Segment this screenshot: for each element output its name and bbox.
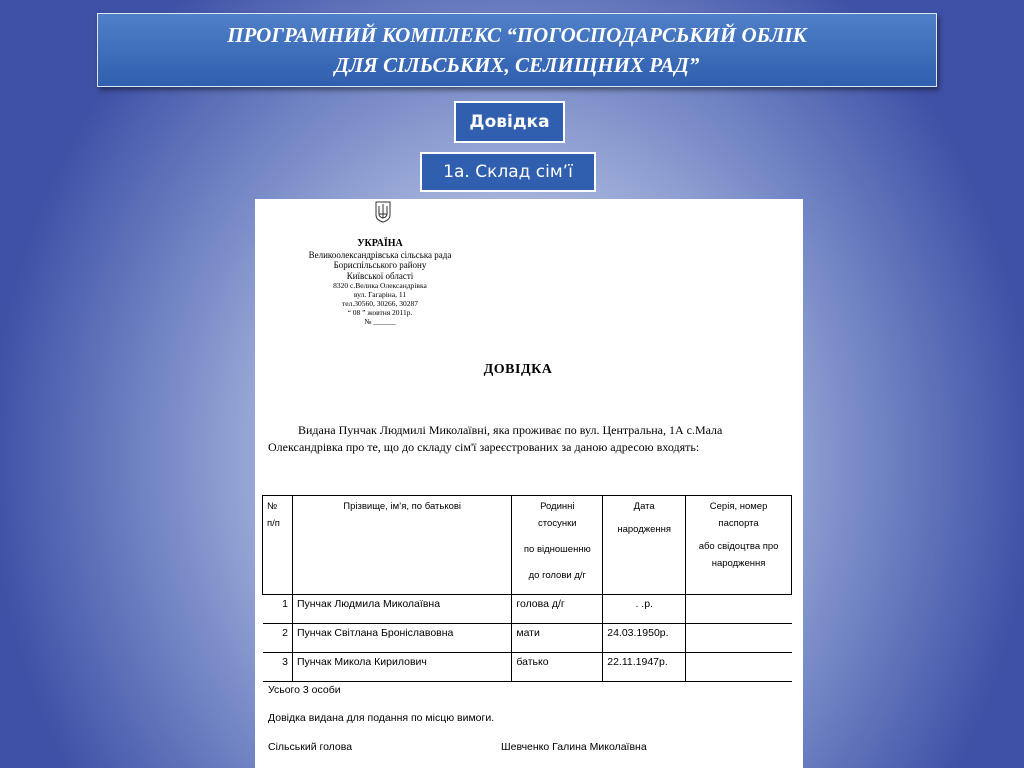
- row-num: 2: [263, 624, 293, 653]
- header-date: “ 08 ” жовтня 2011р.: [347, 308, 413, 317]
- trident-emblem-icon: [375, 201, 391, 223]
- issuer-header: [275, 239, 485, 326]
- row-relation: мати: [512, 624, 603, 653]
- header-rel-l1: Родинні: [540, 501, 575, 512]
- row-num: 3: [263, 653, 293, 682]
- table-row: [263, 624, 792, 653]
- row-relation: батько: [512, 653, 603, 682]
- title-banner: [97, 13, 937, 87]
- header-address-2: вул. Гагаріна, 11: [353, 290, 407, 299]
- body-line-2: Олександрівка про те, що до складу сім'ї зареєстрованих за даною адресою входять:: [268, 440, 700, 454]
- header-rel-l4: до голови д/г: [528, 570, 586, 581]
- header-document: [686, 496, 792, 595]
- signer-name: Шевченко Галина Миколаївна: [501, 741, 647, 753]
- header-country: УКРАЇНА: [357, 238, 403, 249]
- header-relation: [512, 496, 603, 595]
- header-num-l1: №: [267, 501, 278, 512]
- row-name: Пунчак Світлана Броніславовна: [292, 624, 511, 653]
- header-council-1: Великоолександрівська сільська рада: [308, 249, 452, 260]
- header-name: Прізвище, ім’я, по батькові: [292, 496, 511, 595]
- purpose-text: Довідка видана для подання по місцю вимоги.: [268, 712, 495, 724]
- header-rel-l2: стосунки: [538, 518, 577, 529]
- row-document: [686, 653, 792, 682]
- row-dob: 24.03.1950р.: [603, 624, 686, 653]
- row-dob: . .р.: [603, 595, 686, 624]
- banner-line-2: ДЛЯ СІЛЬСЬКИХ, СЕЛИЩНИХ РАД”: [334, 53, 700, 77]
- header-num-l2: п/п: [267, 518, 280, 529]
- table-header-row: [263, 496, 792, 595]
- section-tag-dovidka: Довідка: [454, 101, 565, 143]
- row-document: [686, 624, 792, 653]
- header-rel-l3: по відношенню: [523, 544, 591, 555]
- row-document: [686, 595, 792, 624]
- document-body-text: [268, 422, 788, 456]
- header-dob: [603, 496, 686, 595]
- header-number: № ______: [364, 317, 396, 326]
- body-line-1: Видана Пунчак Людмилі Миколаївні, яка проживає по вул. Центральна, 1А с.Мала: [298, 423, 723, 437]
- header-doc-l2: паспорта: [718, 518, 759, 529]
- header-address-1: 8320 с.Велика Олександрівка: [333, 281, 427, 290]
- table-row: [263, 653, 792, 682]
- header-dob-l2: народження: [617, 524, 672, 535]
- signer-title: Сільський голова: [268, 741, 353, 753]
- header-dob-l1: Дата: [633, 501, 655, 512]
- section-tag-family: 1а. Склад сім’ї: [420, 152, 596, 192]
- header-doc-l1: Серія, номер: [709, 501, 768, 512]
- header-phones: тел.30560, 30266, 30287: [342, 299, 418, 308]
- row-num: 1: [263, 595, 293, 624]
- total-count: Усього 3 особи: [268, 684, 341, 696]
- header-doc-l4: народження: [711, 558, 766, 569]
- header-doc-l3: або свідоцтва про: [698, 541, 779, 552]
- document-title: ДОВІДКА: [483, 362, 553, 377]
- row-name: Пунчак Людмила Миколаївна: [292, 595, 511, 624]
- table-row: [263, 595, 792, 624]
- header-council-2: Бориспільського району: [333, 260, 427, 270]
- header-num: [263, 496, 293, 595]
- banner-line-1: ПРОГРАМНИЙ КОМПЛЕКС “ПОГОСПОДАРСЬКИЙ ОБЛІК: [227, 23, 807, 47]
- row-dob: 22.11.1947р.: [603, 653, 686, 682]
- row-relation: голова д/г: [512, 595, 603, 624]
- row-name: Пунчак Микола Кирилович: [292, 653, 511, 682]
- family-table: [262, 495, 792, 682]
- certificate-document: [255, 199, 803, 768]
- header-council-3: Київської області: [346, 270, 414, 281]
